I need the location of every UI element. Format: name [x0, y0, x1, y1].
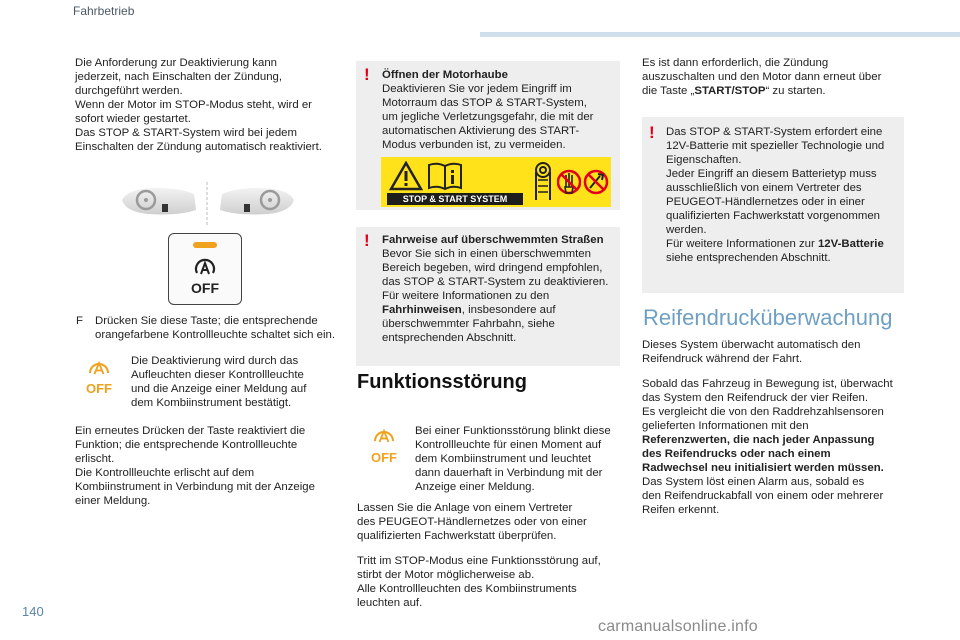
flood-warning-text	[382, 233, 618, 345]
text-line: Bereich begeben, wird dringend empfohlen,	[382, 262, 603, 274]
warning-icon: !	[364, 231, 370, 250]
text-line: einer Meldung.	[75, 495, 151, 507]
text-line: das System den Reifendruck der vier Reifen.	[642, 392, 869, 404]
text-line: Drücken Sie diese Taste; die entsprechende	[95, 315, 318, 327]
text-line: Bei einer Funktionsstörung blinkt diese	[415, 425, 611, 437]
battery-warning-text	[666, 125, 902, 265]
text-line: Die Deaktivierung wird durch das	[131, 355, 299, 367]
off-label: OFF	[191, 280, 219, 296]
text-line: stirbt der Motor möglicherweise ab.	[357, 569, 535, 581]
text-line: entsprechenden Abschnitt.	[382, 332, 517, 344]
text-line: Modus verbunden ist, zu vermeiden.	[382, 139, 566, 151]
text-line: Deaktivieren Sie vor jedem Eingriff im	[382, 83, 572, 95]
dealer-paragraph	[357, 501, 622, 543]
warning-icon: !	[649, 123, 655, 142]
text-line: und die Anzeige einer Meldung auf	[131, 383, 307, 395]
text-line: Aufleuchten dieser Kontrollleuchte	[131, 369, 304, 381]
warning-title: Fahrweise auf überschwemmten Straßen	[382, 234, 604, 246]
text-line	[382, 303, 618, 317]
tire-pressure-heading: Reifendrucküberwachung	[643, 305, 893, 330]
svg-text:OFF: OFF	[371, 450, 397, 465]
bold-term: 12V-Batterie	[817, 238, 884, 250]
text-line: Dieses System überwacht automatisch den	[642, 339, 861, 351]
text-line: Motorraum das STOP & START-System,	[382, 97, 587, 109]
indicator-description	[131, 354, 351, 410]
text-line: Es vergleicht die von den Raddrehzahlsensoren	[642, 406, 884, 418]
text-line: orangefarbene Kontrollleuchte schaltet sich ein.	[95, 329, 335, 341]
text-line: dann dauerhaft in Verbindung mit der	[415, 467, 603, 479]
tire-intro-paragraph	[642, 338, 912, 366]
text-line: Jeder Eingriff an diesem Batterietyp muss	[666, 168, 877, 180]
indicator-led	[193, 242, 217, 248]
text-line: Das STOP & START-System wird bei jedem	[75, 127, 297, 139]
restart-paragraph	[642, 56, 912, 98]
stop-start-system-label: STOP & START SYSTEM	[387, 193, 523, 205]
text-line: leuchten auf.	[357, 597, 423, 609]
text-line: Funktion; die entsprechende Kontrollleuchte	[75, 439, 298, 451]
bullet-symbol: F	[76, 315, 83, 327]
text-line: erlischt.	[75, 453, 115, 465]
text-line: Sobald das Fahrzeug in Bewegung ist, überwacht	[642, 378, 893, 390]
auto-stop-start-icon	[192, 256, 218, 282]
text-line: Radwechsel neu initialisiert werden müssen.	[642, 462, 884, 474]
text-line: automatischen Aktivierung des START-	[382, 125, 580, 137]
hood-warning-text	[382, 68, 618, 152]
text-fragment: die Taste „	[642, 85, 695, 97]
text-line: um jegliche Verletzungsgefahr, die mit der	[382, 111, 594, 123]
stop-start-off-indicator-icon	[83, 358, 115, 396]
text-fragment: , insbesondere auf	[461, 304, 556, 316]
text-line: Bevor Sie sich in einen überschwemmten	[382, 248, 591, 260]
bold-term: START/STOP	[694, 85, 766, 97]
text-line: PEUGEOT-Händlernetzes oder in einer	[666, 196, 865, 208]
battery-warning-box	[642, 117, 904, 293]
text-line: dem Kombiinstrument bestätigt.	[131, 397, 292, 409]
stop-mode-paragraph	[357, 554, 625, 610]
text-line	[642, 84, 912, 98]
no-hand-icon	[557, 161, 581, 203]
bold-term: Fahrhinweisen	[382, 304, 462, 316]
text-line: Kontrollleuchte für einen Moment auf	[415, 439, 602, 451]
hazard-triangle-icon	[389, 161, 423, 191]
watermark: carmanualsonline.info	[598, 618, 758, 635]
text-line: Es ist dann erforderlich, die Zündung	[642, 57, 829, 69]
text-line: Alle Kontrollleuchten des Kombiinstruments	[357, 583, 577, 595]
warning-title: Öffnen der Motorhaube	[382, 69, 508, 81]
text-line: auszuschalten und den Motor dann erneut über	[642, 71, 882, 83]
malfunction-heading: Funktionsstörung	[357, 371, 527, 393]
text-line: Anzeige einer Meldung.	[415, 481, 535, 493]
dashboard-illustration	[118, 180, 298, 228]
text-line: werden.	[666, 224, 707, 236]
text-line: Eigenschaften.	[666, 154, 742, 166]
section-title: Fahrbetrieb	[73, 4, 135, 18]
stop-start-off-button[interactable]	[168, 233, 242, 305]
text-line: jederzeit, nach Einschalten der Zündung,	[75, 71, 283, 83]
text-line: Einschalten der Zündung automatisch reaktiviert.	[75, 141, 322, 153]
text-line: des PEUGEOT-Händlernetzes oder von einer	[357, 516, 587, 528]
engine-bay-warning-label	[381, 157, 611, 207]
text-line: qualifizierten Fachwerkstatt vorgenommen	[666, 210, 880, 222]
text-line: dem Kombiinstrument und leuchtet	[415, 453, 592, 465]
text-line: den Reifendruckabfall von einem oder mehrerer	[642, 490, 884, 502]
belt-pulley-icon	[531, 160, 555, 204]
section-tab-bar	[480, 32, 960, 37]
tire-detail-paragraph	[642, 377, 917, 517]
text-line: Reifen erkennt.	[642, 504, 720, 516]
svg-text:OFF: OFF	[86, 381, 112, 396]
text-line: Lassen Sie die Anlage von einem Vertreter	[357, 502, 573, 514]
text-line: ausschließlich von einem Vertreter des	[666, 182, 862, 194]
text-line: Tritt im STOP-Modus eine Funktionsstörung auf,	[357, 555, 601, 567]
text-line: Wenn der Motor im STOP-Modus steht, wird er	[75, 99, 312, 111]
text-line: des Reifendrucks oder nach einem	[642, 448, 831, 460]
text-line: Die Anforderung zur Deaktivierung kann	[75, 57, 277, 69]
text-line: Reifendruck während der Fahrt.	[642, 353, 803, 365]
warning-icon: !	[364, 65, 370, 84]
text-fragment: “ zu starten.	[765, 85, 826, 97]
text-fragment: Für weitere Informationen zur	[666, 238, 818, 250]
stop-start-fault-indicator-icon	[368, 426, 400, 466]
bullet-text	[95, 314, 355, 342]
no-tool-icon	[583, 161, 609, 203]
text-line: qualifizierten Fachwerkstatt überprüfen.	[357, 530, 557, 542]
text-line: Das System löst einen Alarm aus, sobald es	[642, 476, 865, 488]
flood-warning-box	[356, 227, 620, 366]
text-line: Die Kontrollleuchte erlischt auf dem	[75, 467, 255, 479]
text-line: Das STOP & START-System erfordert eine	[666, 126, 883, 138]
text-line: Für weitere Informationen zu den	[382, 290, 550, 302]
text-line: Ein erneutes Drücken der Taste reaktiviert die	[75, 425, 306, 437]
intro-paragraph	[75, 56, 345, 154]
manual-book-icon	[427, 161, 463, 191]
malfunction-indicator-text	[415, 424, 625, 494]
text-line	[666, 237, 902, 251]
text-line: gelieferten Informationen mit den	[642, 420, 809, 432]
reactivate-paragraph	[75, 424, 350, 508]
text-line: 12V-Batterie mit spezieller Technologie und	[666, 140, 885, 152]
steering-wheel-icon	[118, 180, 298, 228]
text-line: überschwemmter Fahrbahn, siehe	[382, 318, 555, 330]
text-line: Referenzwerten, die nach jeder Anpassung	[642, 434, 875, 446]
hood-warning-box	[356, 61, 620, 210]
text-line: sofort wieder gestartet.	[75, 113, 191, 125]
text-line: das STOP & START-System zu deaktivieren.	[382, 276, 609, 288]
text-line: siehe entsprechenden Abschnitt.	[666, 252, 831, 264]
text-line: durchgeführt werden.	[75, 85, 183, 97]
page-number: 140	[22, 604, 44, 619]
text-line: Kombiinstrument in Verbindung mit der Anzeige	[75, 481, 315, 493]
